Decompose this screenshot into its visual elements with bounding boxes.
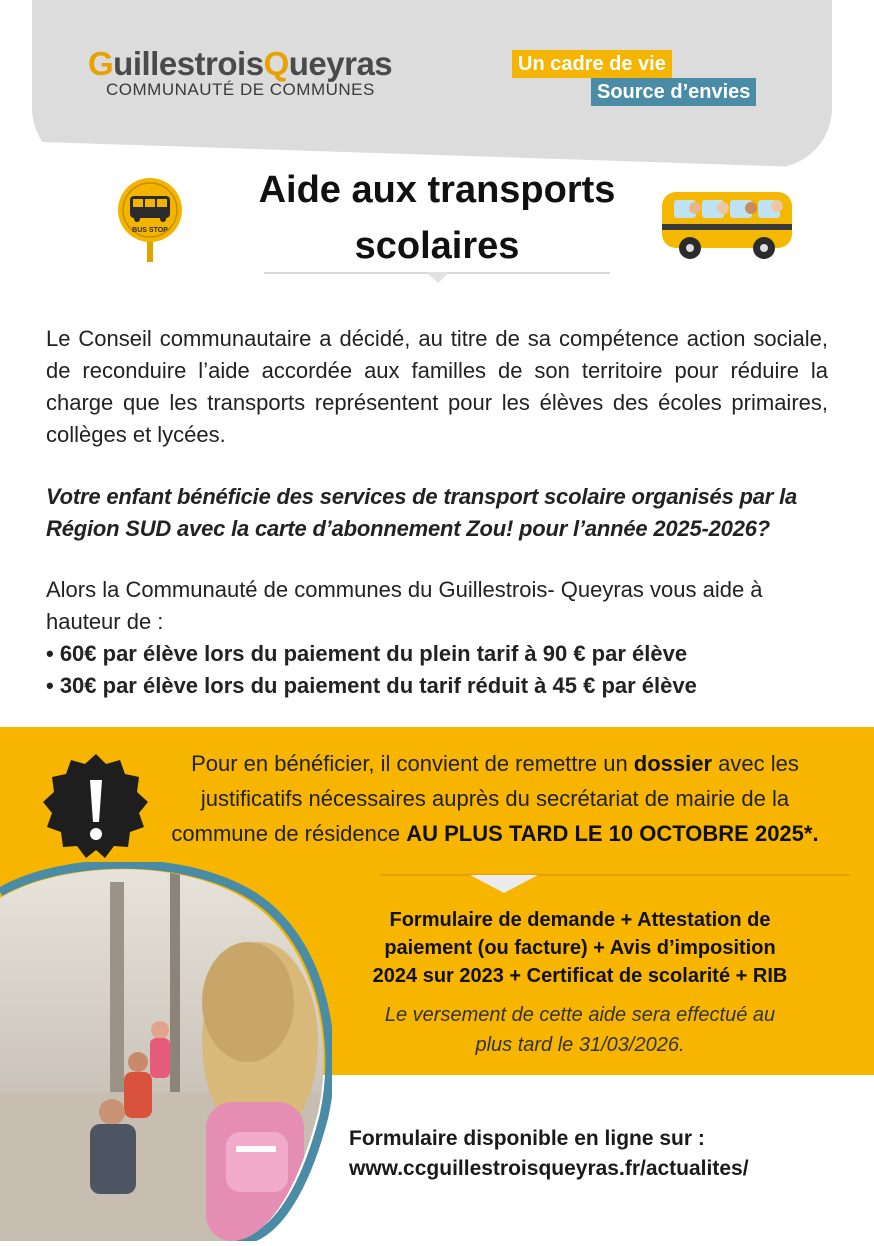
- bus-stop-icon: [112, 178, 188, 269]
- aid-paragraph: [46, 574, 828, 702]
- online-label: Formulaire disponible en ligne sur :: [349, 1127, 705, 1150]
- logo-initial-g: G: [88, 45, 114, 82]
- documents-line-1: Formulaire de demande + Attestation de: [389, 909, 771, 931]
- online-url[interactable]: www.ccguillestroisqueyras.fr/actualites/: [349, 1157, 749, 1180]
- logo: [88, 44, 392, 100]
- notice-part2: avec les justificatifs nécessaires auprès du secrétariat de mairie de la commune de résidence: [171, 751, 799, 846]
- logo-part1: uillestrois: [113, 45, 264, 82]
- school-bus-icon: [656, 180, 802, 269]
- payment-note: [330, 1000, 830, 1060]
- slogan: [512, 50, 756, 106]
- notice-text: [150, 746, 840, 851]
- title-notch: [426, 272, 450, 283]
- bus-stop-label: BUS STOP: [132, 227, 168, 234]
- logo-initial-q: Q: [263, 45, 289, 82]
- exclamation-icon: [40, 752, 152, 869]
- title-line-1: Aide aux transports: [258, 169, 616, 211]
- notice-dossier: dossier: [633, 751, 713, 776]
- divider-notch: [470, 875, 538, 893]
- documents-line-3: 2024 sur 2023 + Certificat de scolarité + RIB: [372, 965, 788, 987]
- section-divider: [380, 874, 850, 876]
- payment-note-line-1: Le versement de cette aide sera effectué au: [384, 1004, 776, 1026]
- aid-intro: Alors la Communauté de communes du Guillestrois- Queyras vous aide à hauteur de :: [46, 577, 763, 634]
- page-title: [200, 162, 674, 274]
- online-form-info: [349, 1124, 749, 1184]
- question-paragraph: Votre enfant bénéficie des services de transport scolaire organisés par la Région SUD avec la carte d’abonnement Zou! pour l’année 2025-2026?: [46, 484, 798, 541]
- logo-part2: ueyras: [288, 45, 393, 82]
- documents-line-2: paiement (ou facture) + Avis d’imposition: [384, 937, 776, 959]
- required-documents: [330, 906, 830, 990]
- bullet-reduced-fare: • 30€ par élève lors du paiement du tarif réduit à 45 € par élève: [46, 673, 697, 698]
- logo-subtitle: COMMUNAUTÉ DE COMMUNES: [106, 80, 375, 99]
- student-photo: [0, 862, 332, 1246]
- notice-part1: Pour en bénéficier, il convient de remettre un: [191, 751, 634, 776]
- logo-name: [88, 44, 392, 84]
- intro-paragraph: Le Conseil communautaire a décidé, au titre de sa compétence action sociale, de reconduire l’aide accordée aux familles de son territoire pour réduire la charge que les transports représentent pour les élèves des écoles primaires, collèges et lycées.: [46, 326, 828, 447]
- bullet-full-fare: • 60€ par élève lors du paiement du plein tarif à 90 € par élève: [46, 641, 688, 666]
- slogan-line-1: Un cadre de vie: [512, 50, 672, 78]
- notice-deadline: AU PLUS TARD LE 10 OCTOBRE 2025*.: [406, 821, 819, 846]
- title-line-2: scolaires: [354, 225, 520, 267]
- payment-note-line-2: plus tard le 31/03/2026.: [475, 1034, 685, 1056]
- slogan-line-2: Source d’envies: [591, 78, 756, 106]
